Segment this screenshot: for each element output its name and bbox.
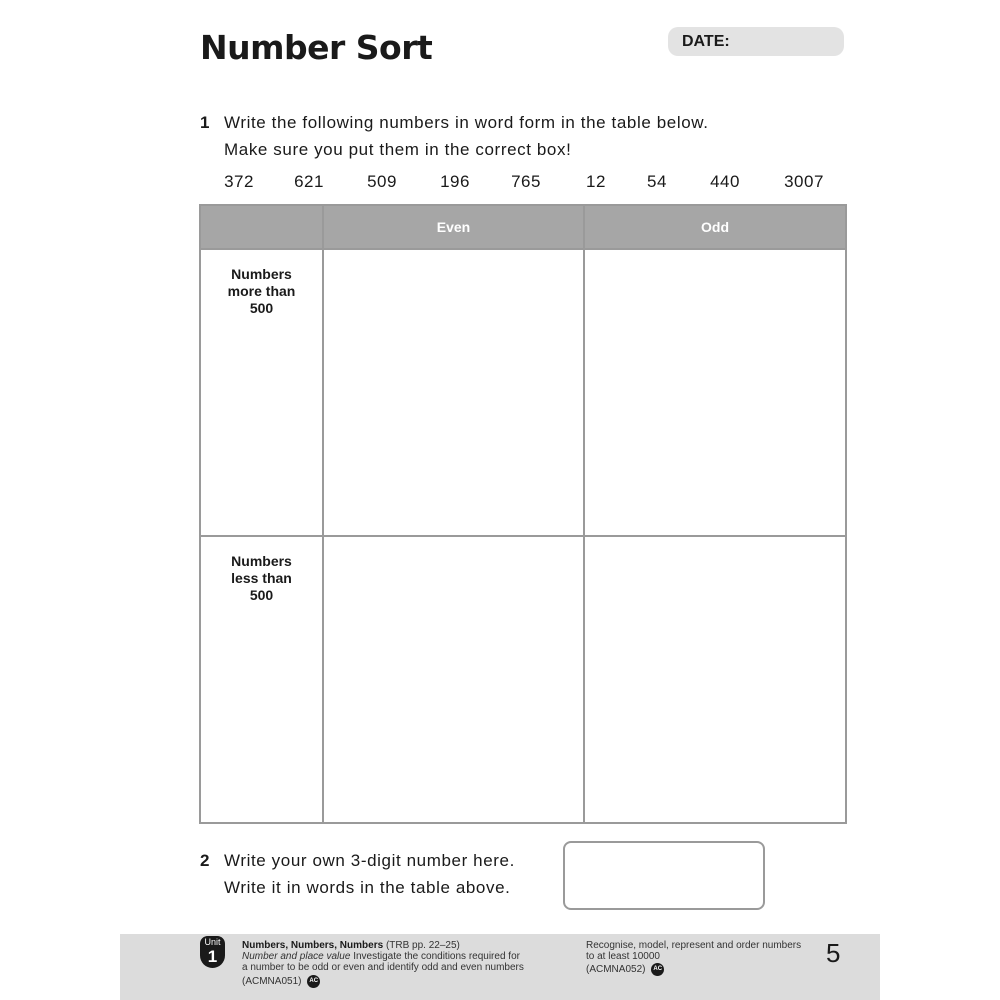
description-1: Investigate the conditions required for (353, 951, 520, 962)
row-label-line: Numbers (231, 266, 292, 282)
number-item: 621 (294, 172, 324, 191)
question-2-line-2: Write it in words in the table above. (224, 878, 511, 897)
number-item: 765 (511, 172, 541, 191)
cell-odd-less-than-500[interactable] (584, 536, 846, 823)
question-2-number: 2 (200, 851, 210, 870)
table-row-less-than-500 (200, 536, 846, 823)
curriculum-code-1: (ACMNA051) (242, 976, 302, 988)
question-1-number: 1 (200, 113, 210, 132)
table-row-more-than-500 (200, 249, 846, 536)
table-header-odd: Odd (584, 205, 846, 249)
strand-name: Number and place value (242, 951, 351, 962)
row-label-line: 500 (249, 587, 274, 603)
cell-even-more-than-500[interactable] (323, 249, 584, 536)
unit-word: Unit (204, 937, 221, 947)
row-label-less-than-500 (200, 536, 323, 823)
footer-unit-title-line (242, 940, 460, 951)
right-description-2: to at least 10000 (586, 951, 660, 962)
row-label-line: more than (227, 283, 296, 299)
table-header-corner (200, 205, 323, 249)
row-label-line: less than (231, 570, 292, 586)
own-number-answer-box[interactable] (563, 841, 765, 910)
number-sort-table (199, 204, 847, 824)
unit-number: 1 (207, 947, 218, 966)
number-item: 12 (586, 172, 606, 191)
footer-code-line-1 (242, 975, 320, 988)
unit-reference: (TRB pp. 22–25) (385, 940, 460, 951)
unit-badge (200, 936, 225, 968)
number-item: 509 (367, 172, 397, 191)
footer-code-line-2 (586, 963, 664, 976)
page-footer (120, 934, 880, 1000)
cell-even-less-than-500[interactable] (323, 536, 584, 823)
table-header-even: Even (323, 205, 584, 249)
right-description-1: Recognise, model, represent and order numbers (586, 940, 802, 951)
page-title: Number Sort (200, 28, 433, 67)
ac-logo-icon: AC (651, 963, 664, 976)
question-1-line-1: Write the following numbers in word form in the table below. (224, 113, 709, 132)
curriculum-code-2: (ACMNA052) (586, 964, 646, 976)
description-2: a number to be odd or even and identify odd and even numbers (242, 962, 524, 973)
number-item: 54 (647, 172, 667, 191)
date-label: DATE: (682, 33, 730, 50)
number-item: 196 (440, 172, 470, 191)
number-item: 3007 (784, 172, 824, 191)
row-label-more-than-500 (200, 249, 323, 536)
footer-description-line-1 (242, 951, 520, 962)
question-1-line-2: Make sure you put them in the correct box! (224, 140, 572, 159)
number-item: 372 (224, 172, 254, 191)
numbers-list (200, 172, 845, 194)
ac-logo-icon: AC (307, 975, 320, 988)
unit-title: Numbers, Numbers, Numbers (242, 940, 384, 951)
cell-odd-more-than-500[interactable] (584, 249, 846, 536)
number-item: 440 (710, 172, 740, 191)
date-field[interactable] (668, 27, 844, 56)
row-label-line: Numbers (231, 553, 292, 569)
row-label-line: 500 (249, 300, 274, 316)
page-number: 5 (826, 938, 841, 968)
question-2-line-1: Write your own 3-digit number here. (224, 851, 515, 870)
table-header-row (200, 205, 846, 249)
